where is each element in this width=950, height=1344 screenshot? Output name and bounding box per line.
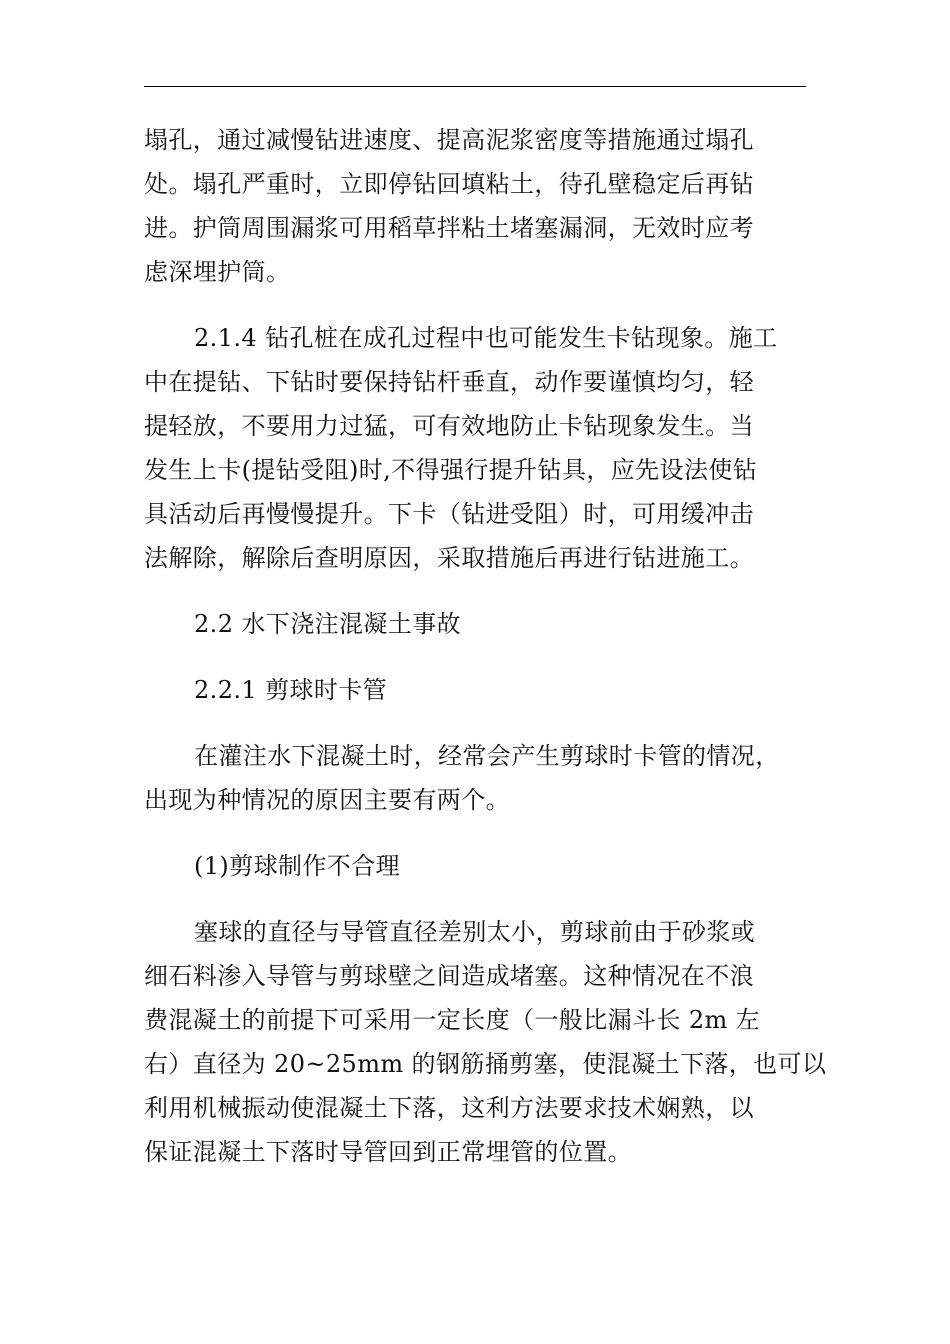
text-line: 塞球的直径与导管直径差别太小，剪球前由于砂浆或: [194, 918, 756, 946]
section-heading-2-2: [144, 602, 806, 646]
heading-text: 2.2.1 剪球时卡管: [194, 676, 388, 704]
text-line: 右）直径为 20~25mm 的钢筋捅剪塞，使混凝土下落，也可以: [144, 1050, 827, 1078]
section-heading-2-2-1: [144, 668, 806, 712]
heading-text: (1)剪球制作不合理: [194, 852, 400, 880]
text-line: 费混凝土的前提下可采用一定长度（一般比漏斗长 2m 左: [144, 1006, 761, 1034]
paragraph-pipe-blockage-intro: [144, 734, 806, 822]
text-line: 具活动后再慢慢提升。下卡（钻进受阻）时，可用缓冲击: [144, 500, 754, 528]
text-line: 提轻放，不要用力过猛，可有效地防止卡钻现象发生。当: [144, 412, 754, 440]
text-line: 利用机械振动使混凝土下落，这利方法要求技术娴熟，以: [144, 1094, 754, 1122]
text-line: 出现为种情况的原因主要有两个。: [144, 786, 510, 814]
paragraph-collapse-handling: [144, 118, 806, 294]
header-rule: [144, 86, 806, 87]
text-line: 在灌注水下混凝土时，经常会产生剪球时卡管的情况，: [194, 742, 780, 770]
subheading-cause-1: [144, 844, 806, 888]
text-line: 保证混凝土下落时导管回到正常埋管的位置。: [144, 1138, 632, 1166]
text-line: 处。塌孔严重时，立即停钻回填粘土，待孔壁稳定后再钻: [144, 170, 754, 198]
document-body: [144, 118, 827, 1174]
heading-text: 2.2 水下浇注混凝土事故: [194, 610, 461, 638]
paragraph-stuck-drill: [144, 316, 806, 580]
text-line: 进。护筒周围漏浆可用稻草拌粘土堵塞漏洞，无效时应考: [144, 214, 754, 242]
paragraph-plug-ball: [144, 910, 827, 1174]
text-line: 法解除，解除后查明原因，采取措施后再进行钻进施工。: [144, 544, 754, 572]
text-line: 塌孔，通过减慢钻进速度、提高泥浆密度等措施通过塌孔: [144, 126, 754, 154]
text-line: 中在提钻、下钻时要保持钻杆垂直，动作要谨慎均匀，轻: [144, 368, 754, 396]
text-line: 虑深埋护筒。: [144, 258, 291, 286]
text-line: 发生上卡(提钻受阻)时,不得强行提升钻具，应先设法使钻: [144, 456, 758, 484]
text-line: 细石料渗入导管与剪球壁之间造成堵塞。这种情况在不浪: [144, 962, 754, 990]
text-line: 2.1.4 钻孔桩在成孔过程中也可能发生卡钻现象。施工: [194, 324, 778, 352]
